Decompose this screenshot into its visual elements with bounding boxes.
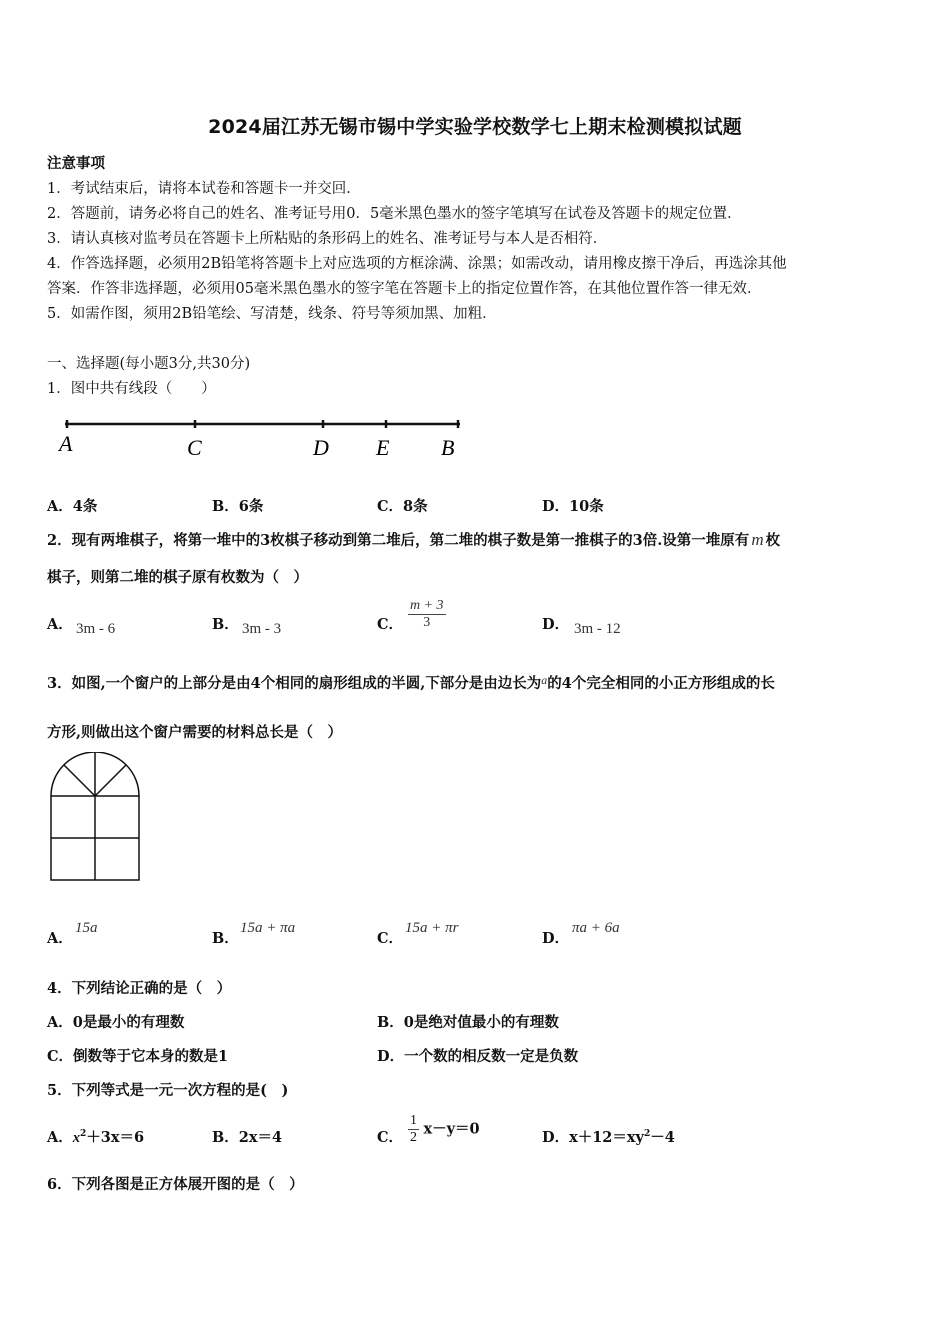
q3-option-d: πa + 6a <box>572 920 620 936</box>
q6-stem: 6．下列各图是正方体展开图的是（ ） <box>47 1176 304 1193</box>
q5-label-b: B． <box>212 1129 239 1146</box>
q2-option-b: 3m - 3 <box>242 621 282 637</box>
q5-d-rest: －4 <box>650 1129 675 1146</box>
q4-option-a: A．0是最小的有理数 <box>47 1014 185 1031</box>
q2-stem-line1 <box>47 529 780 550</box>
q1-stem: 1．图中共有线段（ ） <box>47 381 216 397</box>
q2-label-d: D． <box>542 616 570 633</box>
note-item: 1．考试结束后，请将本试卷和答题卡一并交回． <box>47 181 361 197</box>
window-radius-right <box>95 765 126 796</box>
q1-option-d: D．10条 <box>542 498 604 515</box>
q2-stem-text: 2．现有两堆棋子，将第一堆中的3枚棋子移动到第二堆后，第二堆的棋子数是第一推棋子的3倍.设第一堆原有 <box>47 532 750 549</box>
q5-c-rest: x－y＝0 <box>423 1120 480 1138</box>
label-b: B <box>441 435 455 460</box>
section-heading: 一、选择题(每小题3分,共30分) <box>47 356 251 372</box>
q5-label-c: C． <box>377 1129 404 1146</box>
q5-label-d: D． <box>542 1129 570 1146</box>
q4-option-d: D．一个数的相反数一定是负数 <box>377 1048 579 1065</box>
q5-a-var: x <box>72 1130 81 1146</box>
q3-label-a: A． <box>47 930 73 947</box>
q4-option-c: C．倒数等于它本身的数是1 <box>47 1048 229 1065</box>
q3-option-a: 15a <box>75 920 98 936</box>
q2-c-numerator: m + 3 <box>410 598 444 613</box>
q5-d-text: x＋12＝xy <box>569 1129 644 1146</box>
label-e: E <box>376 435 390 460</box>
q3-var-a: a <box>541 673 548 687</box>
q3-stem-line1 <box>47 672 775 693</box>
q5-d-sup: 2 <box>643 1129 651 1140</box>
q5-c-numerator: 1 <box>410 1113 417 1128</box>
q5-option-b <box>212 1126 282 1147</box>
q3-stem-text-end: 的4个完全相同的小正方形组成的长 <box>547 675 775 692</box>
label-c: C <box>187 435 202 460</box>
q5-label-a: A． <box>47 1129 73 1146</box>
q5-b-text: 2x＝4 <box>238 1129 283 1146</box>
label-d: D <box>313 435 329 460</box>
q3-option-c: 15a + πr <box>405 920 459 936</box>
q5-option-d <box>542 1126 675 1147</box>
q3-stem-text: 3．如图,一个窗户的上部分是由4个相同的扇形组成的半圆,下部分是由边长为 <box>47 675 542 692</box>
q1-option-c: C．8条 <box>377 498 428 515</box>
page-title: 2024届江苏无锡市锡中学实验学校数学七上期末检测模拟试题 <box>208 116 742 138</box>
note-item: 2．答题前，请务必将自己的姓名、准考证号用0．5毫米黑色墨水的签字笔填写在试卷及答题卡的规定位置． <box>47 206 742 222</box>
q5-a-rest: ＋3x＝6 <box>86 1129 145 1146</box>
q3-stem-line2: 方形,则做出这个窗户需要的材料总长是（ ） <box>47 724 343 741</box>
q4-option-b: B．0是绝对值最小的有理数 <box>377 1014 559 1031</box>
q2-option-d: 3m - 12 <box>574 621 621 637</box>
q3-window-figure <box>48 752 142 884</box>
q2-label-c: C． <box>377 616 404 633</box>
q1-option-b: B．6条 <box>212 498 264 515</box>
q3-label-d: D． <box>542 930 570 947</box>
q5-option-a <box>47 1126 144 1147</box>
note-item: 答案．作答非选择题，必须用05毫米黑色墨水的签字笔在答题卡上的指定位置作答，在其他位置作答一律无效． <box>47 281 762 297</box>
note-item: 5．如需作图，须用2B铅笔绘、写清楚，线条、符号等须加黑、加粗． <box>47 306 497 322</box>
q2-c-denominator: 3 <box>423 615 431 630</box>
q2-stem-text-end: 枚 <box>765 532 781 549</box>
label-a: A <box>59 431 73 456</box>
q1-line-segment-figure <box>55 412 475 464</box>
note-item: 3．请认真核对监考员在答题卡上所粘贴的条形码上的姓名、准考证号与本人是否相符． <box>47 231 608 247</box>
q2-var-m: m <box>751 530 764 549</box>
q3-label-b: B． <box>212 930 239 947</box>
q2-label-b: B． <box>212 616 239 633</box>
q2-stem-line2: 棋子，则第二堆的棋子原有枚数为（ ） <box>47 569 308 586</box>
notes-heading: 注意事项 <box>47 155 105 172</box>
q3-option-b: 15a + πa <box>240 920 296 936</box>
q2-option-c <box>408 598 446 631</box>
q4-stem: 4．下列结论正确的是（ ） <box>47 980 232 997</box>
q1-option-a: A．4条 <box>47 498 98 515</box>
q2-option-a: 3m - 6 <box>76 621 116 637</box>
q5-a-sup: 2 <box>80 1129 87 1140</box>
q5-stem: 5．下列等式是一元一次方程的是( ) <box>47 1082 289 1099</box>
q5-c-denominator: 2 <box>410 1130 417 1145</box>
q3-label-c: C． <box>377 930 404 947</box>
q5-option-c <box>408 1113 480 1146</box>
window-radius-left <box>64 765 95 796</box>
q2-label-a: A． <box>47 616 73 633</box>
note-item: 4．作答选择题，必须用2B铅笔将答题卡上对应选项的方框涂满、涂黑；如需改动，请用橡皮擦干净后，再选涂其他 <box>47 256 787 272</box>
